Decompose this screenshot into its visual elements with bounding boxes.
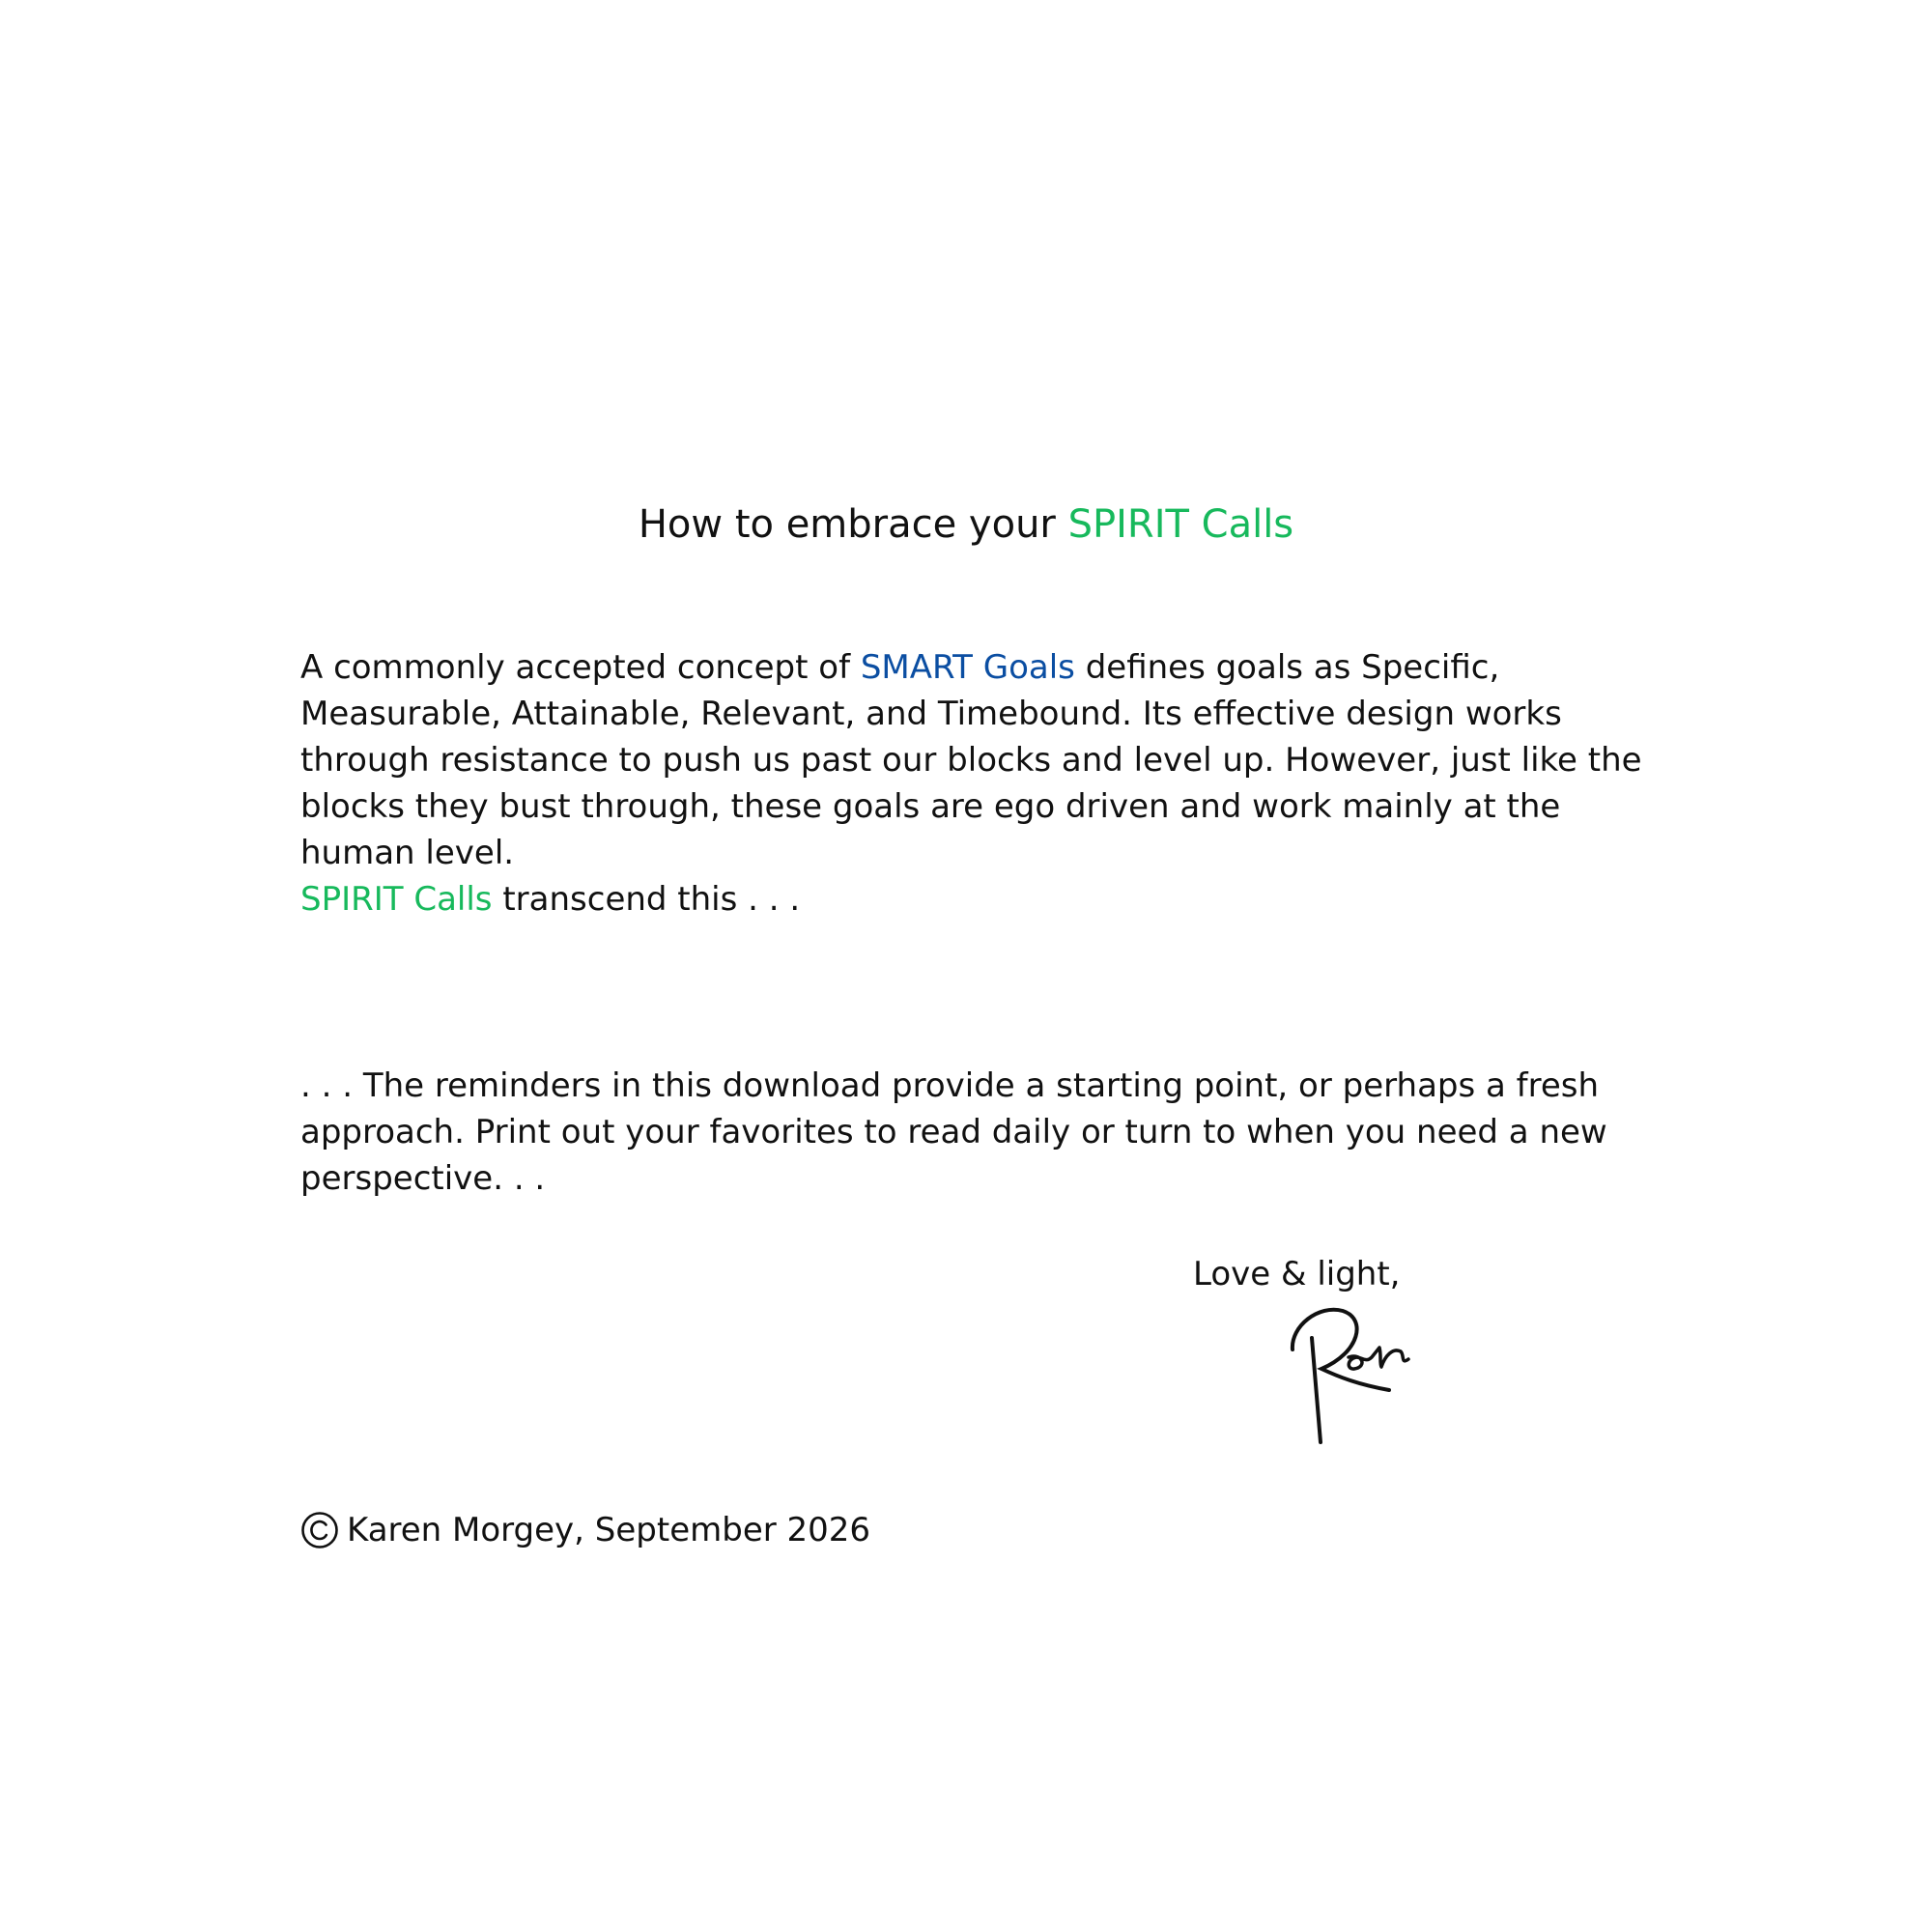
copyright-line bbox=[300, 1507, 870, 1553]
title-highlight: SPIRIT Calls bbox=[1067, 502, 1294, 547]
title-prefix: How to embrace your bbox=[638, 502, 1068, 547]
intro-text-before: A commonly accepted concept of bbox=[300, 648, 861, 687]
closing-salutation: Love & light, bbox=[1193, 1255, 1401, 1293]
intro-paragraph bbox=[300, 644, 1672, 876]
intro-text-after: defines goals as Specific, Measurable, Attainable, Relevant, and Timebound. Its effective design works through resistance to push us past our blocks and level up. However, just like the blocks they bust through, these goals are ego driven and work mainly at the human level. bbox=[300, 648, 1642, 872]
spirit-calls-highlight: SPIRIT Calls bbox=[300, 880, 493, 919]
copyright-icon bbox=[300, 1511, 339, 1549]
transcend-text: transcend this . . . bbox=[492, 880, 801, 919]
smart-goals-link[interactable]: SMART Goals bbox=[860, 648, 1075, 687]
copyright-text: Karen Morgey, September 2026 bbox=[347, 1511, 871, 1549]
transcend-paragraph bbox=[300, 876, 1672, 923]
page-title bbox=[0, 500, 1932, 549]
handwritten-signature bbox=[1265, 1299, 1430, 1449]
reminders-paragraph: . . . The reminders in this download provide a starting point, or perhaps a fresh approach. Print out your favorites to read daily or turn to when you need a new perspective. . . bbox=[300, 1066, 1607, 1198]
